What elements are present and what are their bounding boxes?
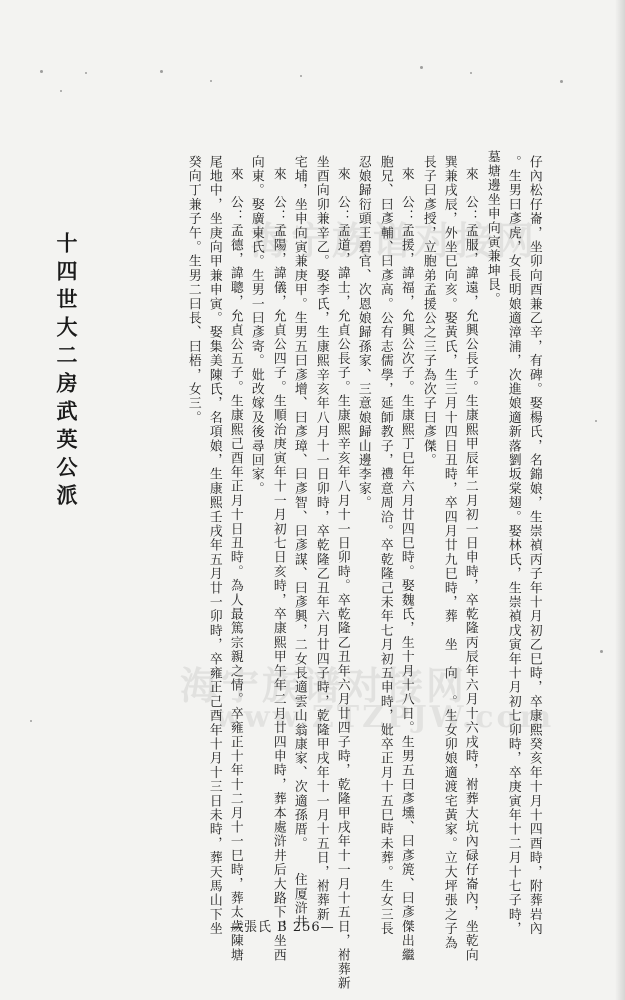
scan-speck <box>40 70 43 73</box>
text-column: 來 公：孟道，諱士，允貞公長子。生康熙辛亥年八月十一日卯時。卒乾隆乙丑年六月廿四子時，乾隆甲戌年十一月十五日，祔葬新 <box>334 167 350 991</box>
watermark-bottom: 海宁族谱对接网 <box>180 663 468 708</box>
watermark-top: 海宁族谱对接网 <box>250 218 538 263</box>
scan-speck <box>595 420 597 422</box>
page-edge-shadow <box>615 0 625 1000</box>
scan-speck <box>420 66 423 69</box>
text-column: 尾地中，坐庚向甲兼申寅。娶集美陳氏，名項娘，生康熙壬戌年五月廿一卯時，卒雍正己酉年十月十三日未時，葬天馬山下坐 <box>206 155 222 936</box>
text-column: 來 公：孟德，諱聰，允貞公五子。生康熙己酉年正月十日丑時。為人最篤宗親之情。卒雍正十年十二月十一巳時，葬太歲陳塘 <box>227 167 243 963</box>
text-column: 長子曰彥授，立胞弟孟援公之三子為次子曰彥傑。 <box>420 155 436 468</box>
text-column: 忍娘歸衍頭王碧官、次恩娘歸孫家、三意娘歸山邊李家。 <box>355 155 371 510</box>
scan-speck <box>560 80 563 83</box>
text-column: 坐酉向卯兼辛乙。娶李氏，生康熙辛亥年八月十一日卯時，卒乾隆乙丑年六月廿四子時，乾隆甲戌年十一月十五日，祔葬新 <box>313 155 329 922</box>
text-column: 。生男曰彥虎，女長明娘適漳浦，次進娘適新落劉坂棠翅。娶林氏，生崇禎戊寅年十月初七卯時，卒庚寅年十二月十七子時， <box>505 155 521 936</box>
scan-speck <box>60 90 62 92</box>
scan-speck <box>300 75 302 77</box>
text-column: 宅埔，坐申向寅兼庚甲。生男五曰彥增、曰彥璋、曰彥智、曰彥謀、曰彥興，二女長適雲山翁康家、次適孫厝。 住厦浒井 <box>291 155 307 930</box>
scan-speck <box>210 80 212 82</box>
scan-speck <box>470 72 472 74</box>
text-column: 巽兼戌辰，外坐巳向亥。娶黃氏，生三月十四日丑時，卒四月廿九巳時，葬 坐 向 。生女卯娘適渡宅黃家。立大坪張之子為 <box>441 155 457 951</box>
text-column: 癸向丁兼子午。生男二曰長、曰梧，女三。 <box>185 155 201 425</box>
text-column: 墓塘邊坐申向寅兼坤艮。 <box>484 150 500 307</box>
section-heading: 十四世大二房武英公派 <box>54 232 79 512</box>
text-column: 向東。娶廣東氏。生男一曰彥寄。妣改嫁及後尋回家。 <box>248 155 264 496</box>
text-column: 胞兄、曰彥輔、曰彥高。公有志儒學，延師教子，禮意周洽。卒乾隆己未年七月初五申時，妣卒正月十五巳時未葬。生女三長 <box>377 155 393 936</box>
watermark-url: www.ZTZPJW.com <box>215 700 555 735</box>
scan-speck <box>85 72 87 74</box>
text-column: 仔內松仔崙，坐卯向酉兼乙辛，有碑。娶楊氏，名錦娘，生崇禎丙子年十月初乙巳時，卒康熙癸亥年十月十四酉時，附葬岩內 <box>526 155 542 936</box>
page-footer: —張氏 B 256— <box>230 920 335 935</box>
text-column: 來 公：孟援，諱福，允興公次子。生康熙丁巳年六月廿四巳時。娶魏氏，生十月十八日。生男五曰彥壎、曰彥箎、曰彥傑出繼 <box>398 167 414 963</box>
text-column: 來 公：孟陽，諱儀，允貞公四子。生順治庚寅年十一月初七日亥時，卒康熙甲午年二月廿四申時，葬本處浒井后大路下，坐西 <box>270 167 286 963</box>
scan-speck <box>600 650 603 653</box>
scan-speck <box>160 70 163 73</box>
text-column: 來 公：孟服，諱遠，允興公長子。生康熙甲辰年二月初一日申時，卒乾隆丙辰年六月十六戌時，祔葬大坑內碌仔崙內，坐乾向 <box>462 167 478 963</box>
scan-speck <box>30 720 32 722</box>
